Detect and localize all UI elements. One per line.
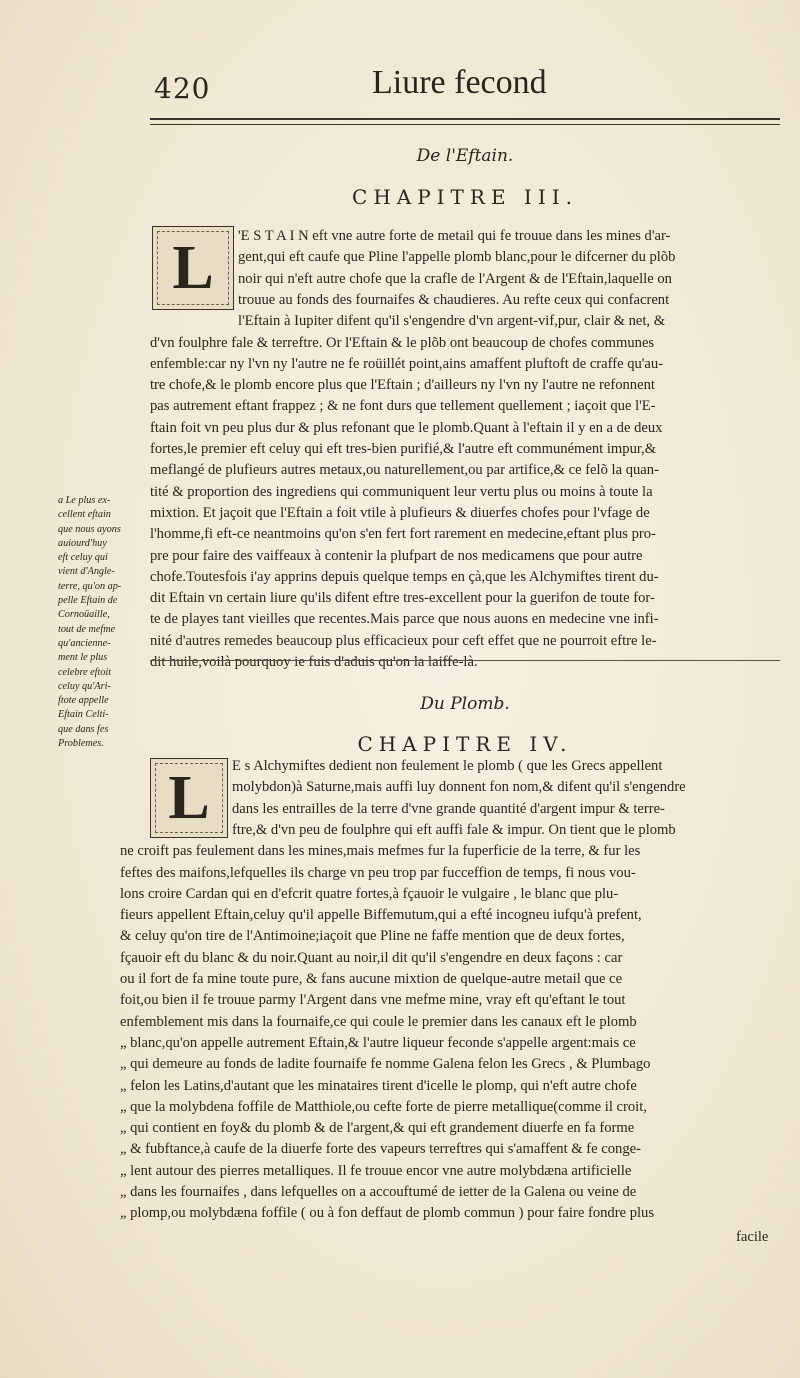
section-divider	[150, 660, 780, 661]
text-line: fieurs appellent Eftain,celuy qu'il appelle Biffemutum,qui a efté incogneu iufqu'à prefent,	[120, 907, 642, 924]
margin-note-line: que dans fes	[58, 723, 109, 735]
text-line: E s Alchymiftes dedient non feulement le plomb ( que les Grecs appellent	[232, 758, 663, 774]
text-line: „ qui demeure au fonds de ladite fournaife fe nomme Galena felon les Grecs , & Plumbago	[120, 1056, 651, 1073]
margin-note-line: tout de mefme	[58, 623, 116, 635]
text-line: dit huile,voilà pourquoy ie fuis d'aduis qu'on la laiffe-là.	[150, 654, 478, 670]
text-line: d'vn foulphre fale & terreftre. Or l'Eftain & le plõb ont beaucoup de chofes communes	[150, 334, 655, 351]
text-line: „ blanc,qu'on appelle autrement Eftain,& l'autre liqueur feconde s'appelle argent:mais ce	[120, 1034, 636, 1051]
margin-note-line: Eftain Celti-	[58, 709, 109, 721]
text-line: nité d'autres remedes beaucoup plus efficacieux pour ceft effet que ne pourroit eftre le-	[150, 632, 657, 649]
text-line: „ qui contient en foy& du plomb & de l'argent,& qui eft grandement diuerfe en fa forme	[120, 1120, 635, 1137]
margin-note-line: eft celuy qui	[58, 552, 108, 564]
text-line: „ plomp,ou molybdæna foffile ( ou à fon deffaut de plomb commun ) pour faire fondre plus	[120, 1205, 655, 1222]
section-subtitle-lead: Du Plomb.	[420, 694, 510, 714]
section-subtitle-tin: De l'Eftain.	[416, 146, 514, 166]
margin-note-line: terre, qu'on ap-	[58, 580, 122, 592]
margin-note-line: a Le plus ex-	[58, 495, 111, 506]
margin-note	[58, 494, 150, 751]
margin-note-line: vient d'Angle-	[58, 566, 115, 578]
text-line: „ dans les fournaifes , dans lefquelles on a accouftumé de ietter de la Galena ou veine de	[120, 1184, 637, 1200]
text-line: ftain foit vn peu plus dur & plus refonant que le plomb.Quant à l'eftain il y en a de deux	[150, 419, 663, 436]
decorated-initial-1	[152, 226, 234, 310]
text-line: tité & proportion des ingrediens qui communiquent leur vertu plus ou moins à toute la	[150, 483, 653, 500]
text-line: chofe.Toutesfois i'ay apprins depuis quelque temps en çà,que les Alchymiftes tirent du-	[150, 568, 659, 585]
text-line: „ que la molybdena foffile de Matthiole,ou cefte forte de pierre metallique(comme il croit,	[120, 1098, 647, 1115]
text-line: lons croire Cardan qui en d'efcrit quatre fortes,à fçauoir le vulgaire , le blanc que plu-	[120, 885, 619, 902]
running-title: Liure fecond	[372, 64, 547, 101]
margin-note-line: celuy qu'Ari-	[58, 680, 111, 692]
text-line: ne croift pas feulement dans les mines,mais mefmes fur la fuperficie de la terre, & fur les	[120, 843, 641, 860]
margin-note-line: qu'ancienne-	[58, 637, 111, 649]
text-line: te de playes tant vieilles que recentes.Mais parce que nous auons en medecine vne infi-	[150, 611, 659, 628]
chapter-heading-3: CHAPITRE III.	[352, 185, 578, 209]
chapter-heading-4: CHAPITRE IV.	[357, 732, 573, 756]
text-line: & celuy qu'on tire de l'Antimoine;iaçoit que Pline ne faffe mention que de deux fortes,	[120, 928, 625, 945]
header-rule	[150, 118, 780, 125]
text-line: dit Eftain vn certain liure qu'ils difent eftre tres-excellent pour la guerifon de toute for-	[150, 590, 655, 607]
text-line: l'homme,fi eft-ce neantmoins qu'on s'en fert fort rarement en medecine,eftant plus pro-	[150, 526, 656, 543]
margin-note-line: auiourd'huy	[58, 537, 107, 549]
margin-note-line: Cornoüaille,	[58, 609, 110, 621]
text-line: 'E S T A I N eft vne autre forte de metail qui fe trouue dans les mines d'ar-	[238, 228, 671, 244]
margin-note-line: Problemes.	[58, 738, 104, 750]
text-line: ftre,& d'vn peu de foulphre qui eft auffi fale & impur. On tient que le plomb	[232, 821, 676, 838]
margin-note-line: celebre eftoit	[58, 666, 112, 678]
text-line: „ felon les Latins,d'autant que les minataires tirent d'icelle le plomp, qui n'eft autre chofe	[120, 1077, 637, 1094]
catchword: facile	[736, 1229, 769, 1245]
text-line: noir qui n'eft autre chofe que la crafle de l'Argent & de l'Eftain,laquelle on	[238, 270, 672, 287]
initial-letter: L	[172, 233, 214, 302]
initial-letter: L	[168, 763, 210, 832]
text-line: pas autrement eftant frappez ; & ne font durs que tellement quellement ; iaçoit que l'E-	[150, 398, 656, 415]
text-line: meflangé de plufieurs autres metaux,ou naturellement,ou par artifice,& ce felõ la quan-	[150, 462, 659, 479]
text-line: „ & fubftance,à caufe de la diuerfe forte des vapeurs terreftres qui s'amaffent & fe conge-	[120, 1141, 641, 1158]
text-line: pre pour faire des vaiffeaux à contenir la plufpart de nos medicamens que pour autre	[150, 547, 643, 564]
text-line: trouue au fonds des fournaifes & chaudieres. Au refte ceux qui confacrent	[238, 291, 670, 308]
text-line: dans les entrailles de la terre d'vne grande quantité d'argent impur & terre-	[232, 800, 665, 817]
margin-note-line: pelle Eftain de	[58, 595, 118, 607]
text-line: ou il fort de fa mine toute pure, & fans aucune mixtion de quelque-autre metail que ce	[120, 971, 623, 987]
text-line: fortes,le premier eft celuy qui eft tres-bien purifié,& l'autre eft communément impur,&	[150, 441, 657, 457]
text-line: „ lent autour des pierres metalliques. Il fe trouue encor vne autre molybdæna artificielle	[120, 1162, 632, 1179]
text-line: foit,ou bien il fe trouue parmy l'Argent dans vne mefme mine, vray eft qu'eftant le tout	[120, 992, 626, 1009]
margin-note-line: cellent eftain	[58, 509, 111, 521]
text-line: fçauoir eft du blanc & du noir.Quant au noir,il dit qu'il s'engendre en deux façons : car	[120, 949, 623, 966]
text-line: gent,qui eft caufe que Pline l'appelle plomb blanc,pour le difcerner du plõb	[238, 249, 676, 266]
text-line: enfemble:car ny l'vn ny l'autre ne fe roüillét point,ains amaffent pluftoft de craffe qu'au-	[150, 355, 664, 372]
running-head	[150, 62, 780, 112]
text-line: mixtion. Et jaçoit que l'Eftain a foit vtile à plufieurs & diuerfes chofes pour l'vfage de	[150, 504, 650, 521]
text-line: l'Eftain à Iupiter difent qu'il s'engendre d'vn argent-vif,pur, clair & net, &	[238, 313, 666, 330]
margin-note-line: ment le plus	[58, 652, 108, 664]
text-line: tre chofe,& le plomb encore plus que l'Eftain ; d'ailleurs ny l'vn ny l'autre ne refonnent	[150, 377, 655, 394]
text-line: feftes des maifons,lefquelles ils charge vn peu trop par fucceffion de temps, fi nous vou-	[120, 864, 636, 881]
decorated-initial-2	[150, 758, 228, 838]
page-number: 420	[154, 72, 211, 105]
text-line: enfemblement mis dans la fournaife,ce qui coule le premier dans les canaux eft le plomb	[120, 1013, 637, 1030]
margin-note-line: ftote appelle	[58, 695, 109, 707]
margin-note-line: que nous ayons	[58, 523, 121, 535]
text-line: molybdon)à Saturne,mais auffi luy donnent fon nom,& difent qu'il s'engendre	[232, 779, 686, 796]
